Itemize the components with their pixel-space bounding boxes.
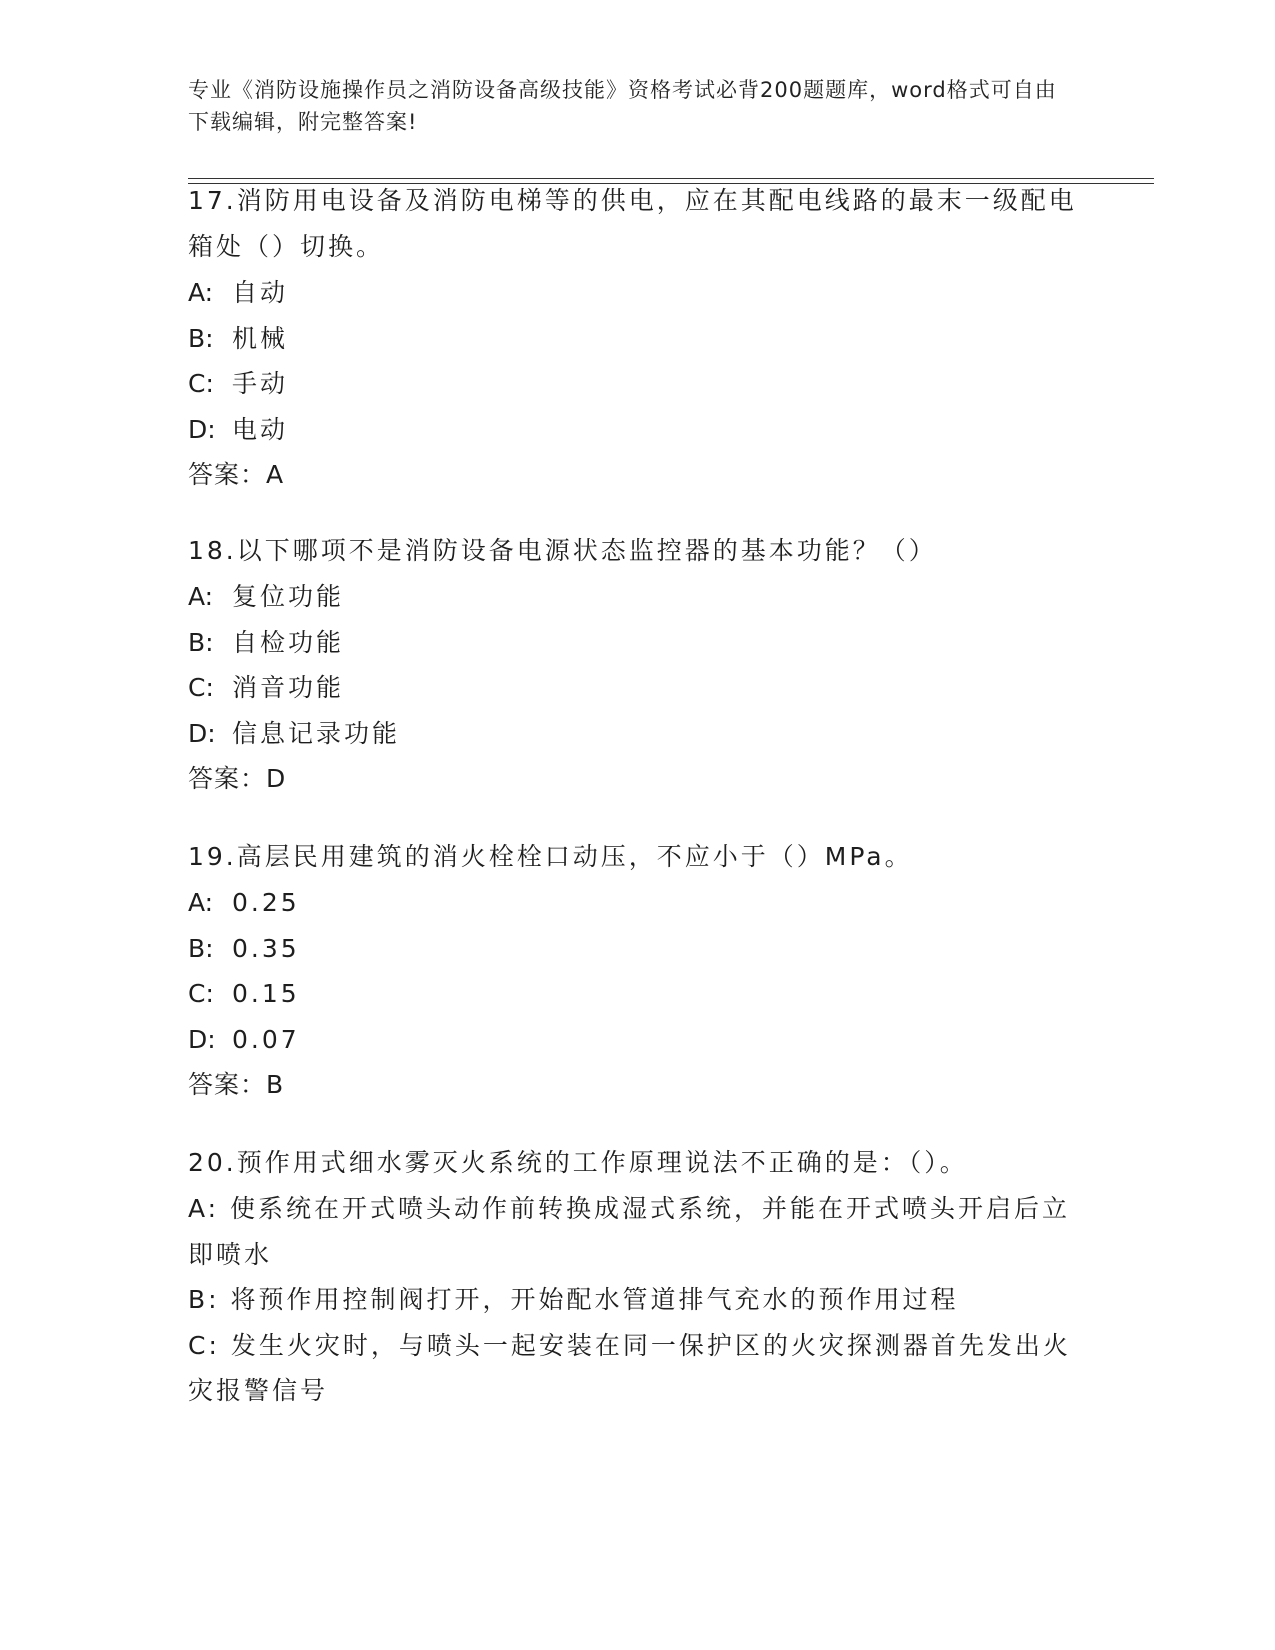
question-20 — [188, 1140, 1078, 1414]
option-text: 电动 — [232, 414, 289, 444]
option-b — [188, 1277, 1078, 1323]
option-a — [188, 270, 1078, 316]
option-label: B: — [188, 627, 214, 657]
answer: 答案：A — [188, 460, 285, 489]
question-stem: 20.预作用式细水雾灭火系统的工作原理说法不正确的是：（）。 — [188, 1148, 968, 1177]
option-label: C: — [188, 369, 214, 398]
option-text: 0.07 — [232, 1024, 300, 1054]
option-label: C: — [188, 1330, 220, 1360]
option-text: 使系统在开式喷头动作前转换成湿式系统，并能在开式喷头开启后立即喷水 — [188, 1194, 1071, 1269]
option-d — [188, 1017, 1078, 1063]
option-b — [188, 926, 1078, 972]
option-label: A: — [188, 278, 214, 307]
option-b — [188, 620, 1078, 666]
option-text: 0.25 — [232, 888, 300, 917]
option-d — [188, 711, 1078, 757]
question-18 — [188, 528, 1078, 801]
option-label: A: — [188, 1194, 220, 1223]
option-label: C: — [188, 979, 214, 1008]
option-c — [188, 361, 1078, 407]
option-a — [188, 1186, 1078, 1277]
option-text: 自检功能 — [232, 627, 345, 657]
option-c — [188, 665, 1078, 711]
option-text: 0.35 — [232, 933, 300, 963]
option-text: 发生火灾时，与喷头一起安装在同一保护区的火灾探测器首先发出火灾报警信号 — [188, 1330, 1071, 1405]
option-label: D: — [188, 1024, 216, 1054]
option-c — [188, 971, 1078, 1017]
option-label: D: — [188, 718, 216, 748]
question-19 — [188, 834, 1078, 1107]
option-text: 复位功能 — [232, 582, 345, 611]
option-text: 消音功能 — [232, 673, 345, 702]
option-b — [188, 316, 1078, 362]
option-a — [188, 880, 1078, 926]
document-header: 专业《消防设施操作员之消防设备高级技能》资格考试必背200题题库，word格式可自由下载编辑，附完整答案! — [188, 78, 1057, 134]
option-text: 机械 — [232, 323, 289, 353]
question-stem: 19.高层民用建筑的消火栓栓口动压，不应小于（）MPa。 — [188, 842, 913, 871]
option-text: 自动 — [232, 278, 289, 307]
answer: 答案：B — [188, 1070, 285, 1099]
option-label: A: — [188, 888, 214, 917]
option-label: B: — [188, 933, 214, 963]
answer: 答案：D — [188, 764, 287, 793]
question-stem: 18.以下哪项不是消防设备电源状态监控器的基本功能？（） — [188, 536, 937, 565]
option-text: 手动 — [232, 369, 289, 398]
option-c — [188, 1323, 1078, 1414]
option-label: B: — [188, 1285, 220, 1314]
option-label: A: — [188, 582, 214, 611]
option-label: B: — [188, 323, 214, 353]
option-label: C: — [188, 673, 214, 702]
question-17 — [188, 178, 1078, 497]
option-label: D: — [188, 414, 216, 444]
option-d — [188, 407, 1078, 453]
option-text: 信息记录功能 — [232, 718, 401, 748]
question-stem: 17.消防用电设备及消防电梯等的供电，应在其配电线路的最末一级配电箱处（）切换。 — [188, 186, 1077, 261]
option-text: 0.15 — [232, 979, 300, 1008]
option-text: 将预作用控制阀打开，开始配水管道排气充水的预作用过程 — [230, 1285, 959, 1314]
option-a — [188, 574, 1078, 620]
